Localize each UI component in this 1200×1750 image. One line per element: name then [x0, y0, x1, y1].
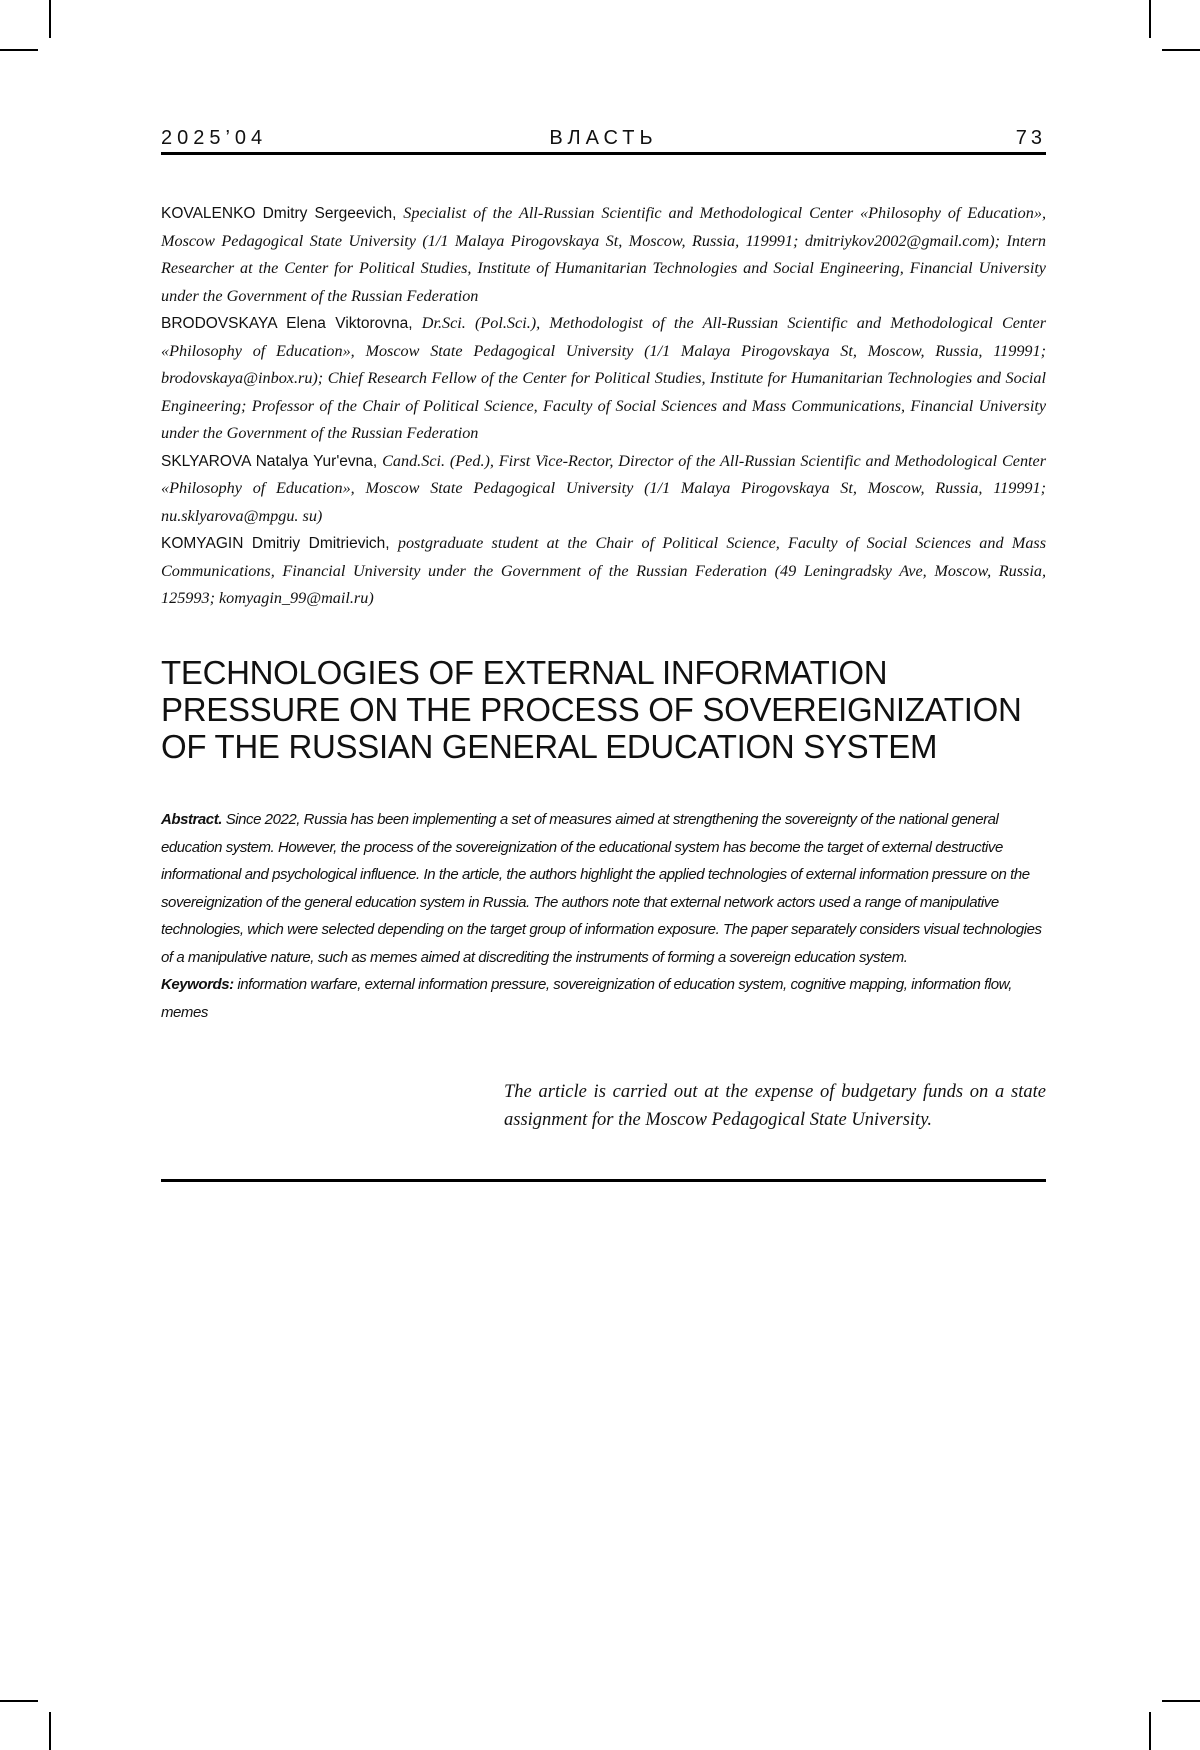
author-info	[161, 200, 1046, 613]
author-details: postgraduate student at the Chair of Political Science, Faculty of Social Sciences and Mass Communications, Financial University under the Government of the Russian Federation (49 Leningradsky Ave, Moscow, Russia, 125993; komyagin_99@mail.ru)	[161, 534, 1046, 607]
crop-mark-bottom-left-horizontal	[0, 1700, 38, 1702]
funding-note: The article is carried out at the expense of budgetary funds on a state assignment for the Moscow Pedagogical State University.	[504, 1078, 1046, 1134]
section-rule	[161, 1179, 1046, 1182]
title-line: PRESSURE ON THE PROCESS OF SOVEREIGNIZATION	[161, 691, 1046, 728]
abstract	[161, 806, 1046, 971]
author-name: SKLYAROVA Natalya Yur'evna,	[161, 453, 377, 470]
crop-mark-bottom-left-vertical	[49, 1712, 51, 1750]
author-entry	[161, 310, 1046, 448]
issue-number: 2025’04	[161, 127, 267, 150]
author-name: KOVALENKO Dmitry Sergeevich,	[161, 205, 396, 222]
crop-mark-bottom-right-horizontal	[1162, 1700, 1200, 1702]
title-line: TECHNOLOGIES OF EXTERNAL INFORMATION	[161, 654, 1046, 691]
journal-name: ВЛАСТЬ	[161, 127, 1046, 150]
author-name: BRODOVSKAYA Elena Viktorovna,	[161, 315, 413, 332]
article-title	[161, 654, 1046, 765]
abstract-text: Since 2022, Russia has been implementing a set of measures aimed at strengthening the sovereignty of the national general education system. However, the process of the sovereignization of the educational system has become the target of external destructive informational and psychological influence. In the article, the authors highlight the applied technologies of external information pressure on the sovereignization of the general education system in Russia. The authors note that external network actors used a range of manipulative technologies, which were selected depending on the target group of information exposure. The paper separately considers visual technologies of a manipulative nature, such as memes aimed at discrediting the instruments of forming a sovereign education system.	[161, 811, 1042, 966]
keywords	[161, 971, 1046, 1026]
keywords-label: Keywords:	[161, 976, 234, 993]
crop-mark-bottom-right-vertical	[1149, 1712, 1151, 1750]
author-details: Cand.Sci. (Ped.), First Vice-Rector, Director of the All-Russian Scientific and Methodological Center «Philosophy of Education», Moscow State Pedagogical University (1/1 Malaya Pirogovskaya St, Moscow, Russia, 119991; nu.sklyarova@mpgu. su)	[161, 452, 1046, 525]
keywords-text: information warfare, external information pressure, sovereignization of education system, cognitive mapping, information flow, memes	[161, 976, 1012, 1021]
crop-mark-top-right-horizontal	[1162, 49, 1200, 51]
crop-mark-top-right-vertical	[1149, 0, 1151, 38]
page-number: 73	[1016, 127, 1046, 150]
title-line: OF THE RUSSIAN GENERAL EDUCATION SYSTEM	[161, 728, 1046, 765]
header-rule	[161, 152, 1046, 155]
author-entry	[161, 200, 1046, 310]
abstract-label: Abstract.	[161, 811, 222, 828]
author-entry	[161, 530, 1046, 613]
running-header	[161, 127, 1046, 153]
author-name: KOMYAGIN Dmitriy Dmitrievich,	[161, 535, 390, 552]
author-details: Specialist of the All-Russian Scientific and Methodological Center «Philosophy of Education», Moscow Pedagogical State University (1/1 Malaya Pirogovskaya St, Moscow, Russia, 119991; dmitriykov2002@gmail.com); Intern Researcher at the Center for Political Studies, Institute of Humanitarian Technologies and Social Engineering, Financial University under the Government of the Russian Federation	[161, 204, 1046, 305]
author-entry	[161, 448, 1046, 531]
abstract-block	[161, 806, 1046, 1026]
crop-mark-top-left-horizontal	[0, 49, 38, 51]
crop-mark-top-left-vertical	[49, 0, 51, 38]
author-details: Dr.Sci. (Pol.Sci.), Methodologist of the All-Russian Scientific and Methodological Center «Philosophy of Education», Moscow State Pedagogical University (1/1 Malaya Pirogovskaya St, Moscow, Russia, 119991; brodovskaya@inbox.ru); Chief Research Fellow of the Center for Political Studies, Institute for Humanitarian Technologies and Social Engineering; Professor of the Chair of Political Science, Faculty of Social Sciences and Mass Communications, Financial University under the Government of the Russian Federation	[161, 314, 1046, 442]
